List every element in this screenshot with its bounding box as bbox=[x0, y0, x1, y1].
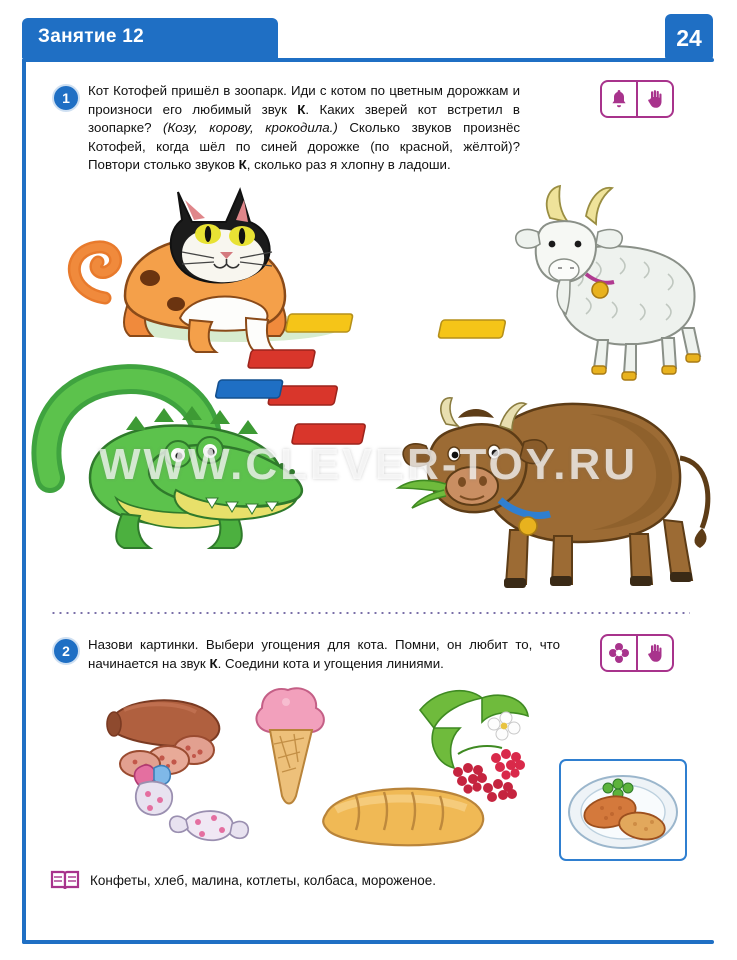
raspberry-berry bbox=[453, 763, 487, 794]
bell-icon bbox=[602, 82, 638, 116]
page-number: 24 bbox=[676, 24, 702, 51]
cutlets-plate-illustration bbox=[560, 760, 686, 860]
illustration-treats-scene bbox=[90, 684, 690, 862]
section-separator bbox=[50, 612, 690, 614]
page-number-badge bbox=[665, 14, 713, 62]
page-title: Занятие 12 bbox=[38, 26, 144, 47]
task-1-number: 1 bbox=[52, 84, 80, 112]
bottom-rule bbox=[22, 940, 714, 944]
blue-path-tiles bbox=[215, 380, 283, 398]
watermark: WWW.CLEVER-TOY.RU bbox=[98, 440, 639, 489]
bread-loaf-illustration bbox=[323, 789, 483, 846]
ice-cream-illustration bbox=[256, 688, 323, 803]
task-2-text: Назови картинки. Выбери угощения для кота. Помни, он любит то, что начинается на звук К. Соедини кота и угощения линиями. bbox=[88, 637, 560, 671]
answer-key-row bbox=[50, 868, 436, 892]
illustration-zoo-path-scene bbox=[30, 178, 720, 598]
cat-illustration bbox=[74, 190, 285, 352]
cow-illustration bbox=[398, 398, 708, 588]
candies-illustration bbox=[135, 765, 249, 840]
answer-key-text: Конфеты, хлеб, малина, котлеты, колбаса, мороженое. bbox=[90, 872, 437, 888]
hand-icon bbox=[638, 82, 672, 116]
goat-illustration bbox=[516, 186, 700, 380]
task-1-text: Кот Котофей пришёл в зоопарк. Иди с котом по цветным дорожкам и произноси его любимый звук К. Каких зверей кот встретил в зоопарке? (Козу, корову, крокодила.) Сколько звуков произнёс Котофей, когда шёл по синей дорожке (по красной, жёлтой)? Повтори столько звуков К, сколько раз я хлопну в ладоши. bbox=[88, 83, 520, 172]
crocodile-illustration bbox=[46, 379, 301, 548]
open-book-icon bbox=[50, 868, 80, 892]
raspberry-illustration bbox=[420, 691, 528, 802]
left-rule bbox=[22, 58, 26, 944]
task-2-number: 2 bbox=[52, 637, 80, 665]
hand-icon bbox=[638, 636, 672, 670]
flower-icon bbox=[602, 636, 638, 670]
top-rule bbox=[22, 58, 714, 62]
task-2-icon-group bbox=[600, 634, 674, 672]
task-1-icon-group bbox=[600, 80, 674, 118]
